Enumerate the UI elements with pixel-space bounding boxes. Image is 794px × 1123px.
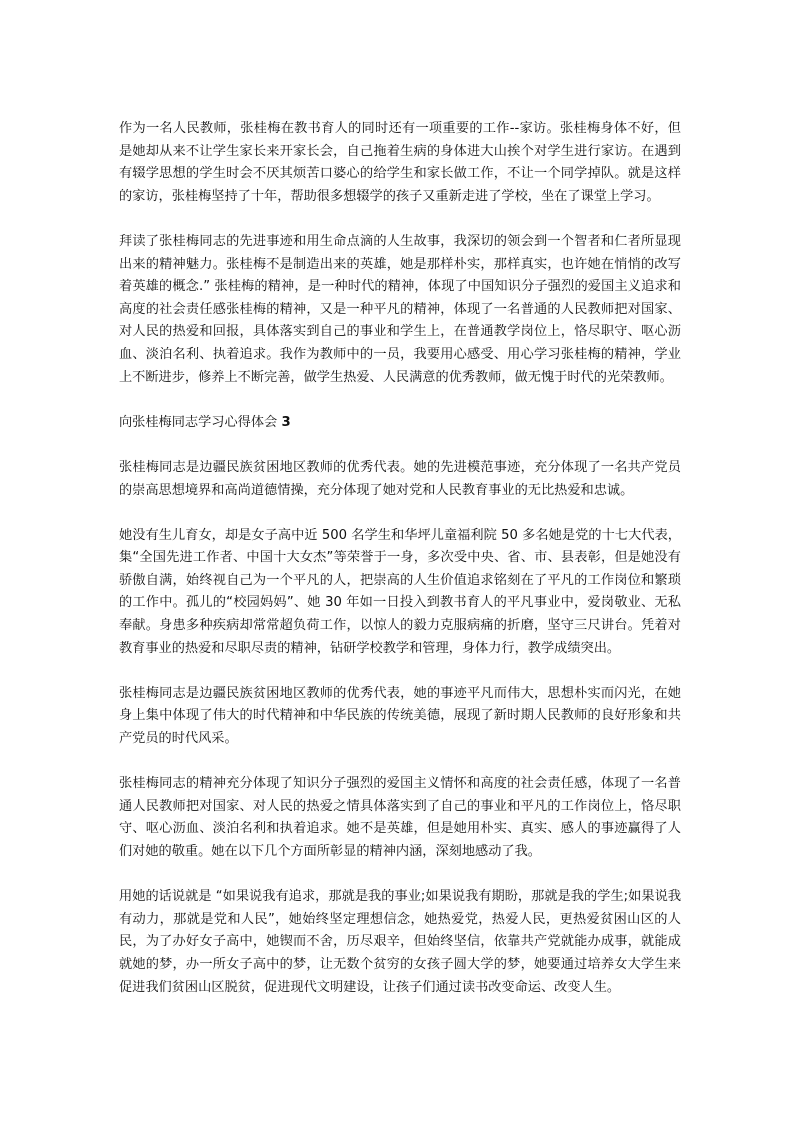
document-page — [119, 118, 681, 1022]
paragraph-representative: 张桂梅同志是边疆民族贫困地区教师的优秀代表。她的先进模范事迹，充分体现了一名共产党员的崇高思想境界和高尚道德情操，充分体现了她对党和人民教育事业的无比热爱和忠诚。 — [119, 459, 681, 498]
paragraph-ordinary-great: 张桂梅同志是边疆民族贫困地区教师的优秀代表，她的事迹平凡而伟大，思想朴实而闪光，在她身上集中体现了伟大的时代精神和中华民族的传统美德，展现了新时期人民教师的良好形象和共产党员的时代风采。 — [119, 685, 681, 747]
section-heading-number: 3 — [281, 414, 291, 430]
paragraph-spirit-reflection: 拜读了张桂梅同志的先进事迹和用生命点滴的人生故事，我深切的领会到一个智者和仁者所显现出来的精神魅力。张桂梅不是制造出来的英雄，她是那样朴实，那样真实，也许她在悄悄的改写着英雄的概念.” 张桂梅的精神，是一种时代的精神，体现了中国知识分子强烈的爱国主义追求和高度的社会责任感张桂梅的精神，又是一种平凡的精神，体现了一名普通的人民教师把对国家、对人民的热爱和回报，具体落实到自己的事业和学生上，在普通教学岗位上，恪尽职守、呕心沥血、淡泊名利、执着追求。我作为教师中的一员，我要用心感受、用心学习张桂梅的精神，学业上不断进步，修养上不断完善，做学生热爱、人民满意的优秀教师，做无愧于时代的光荣教师。 — [119, 233, 681, 385]
paragraph-quote: 用她的话说就是 “如果说我有追求，那就是我的事业;如果说我有期盼，那就是我的学生;如果说我有动力，那就是党和人民”，她始终坚定理想信念，她热爱党，热爱人民，更热爱贫困山区的人民，为了办好女子高中，她锲而不舍，历尽艰辛，但始终坚信，依靠共产党就能办成事，就能成就她的梦，办一所女子高中的梦，让无数个贫穷的女孩子圆大学的梦，她要通过培养女大学生来促进我们贫困山区脱贫，促进现代文明建设，让孩子们通过读书改变命运、改变人生。 — [119, 889, 681, 995]
section-heading — [119, 412, 681, 435]
paragraph-responsibility: 张桂梅同志的精神充分体现了知识分子强烈的爱国主义情怀和高度的社会责任感，体现了一名普通人民教师把对国家、对人民的热爱之情具体落实到了自己的事业和平凡的工作岗位上，恪尽职守、呕心沥血、淡泊名利和执着追求。她不是英雄，但是她用朴实、真实、感人的事迹赢得了人们对她的敬重。她在以下几个方面所彰显的精神内涵，深刻地感动了我。 — [119, 776, 681, 859]
paragraph-home-visits: 作为一名人民教师，张桂梅在教书育人的同时还有一项重要的工作--家访。张桂梅身体不好，但是她却从来不让学生家长来开家长会，自己拖着生病的身体进大山挨个对学生进行家访。在遇到有辍学思想的学生时会不厌其烦苦口婆心的给学生和家长做工作，不让一个同学掉队。就是这样的家访，张桂梅坚持了十年，帮助很多想辍学的孩子又重新走进了学校，坐在了课堂上学习。 — [119, 121, 681, 204]
paragraph-honors: 她没有生儿育女，却是女子高中近 500 名学生和华坪儿童福利院 50 多名她是党的十七大代表，集“全国先进工作者、中国十大女杰”等荣誉于一身，多次受中央、省、市、县表彰，但是她没有骄傲自满，始终视自己为一个平凡的人，把崇高的人生价值追求铭刻在了平凡的工作岗位和繁琐的工作中。孤儿的“校园妈妈”、她 30 年如一日投入到教书育人的平凡事业中，爱岗敬业、无私奉献。身患多种疾病却常常超负荷工作，以惊人的毅力克服病痛的折磨，坚守三尺讲台。凭着对教育事业的热爱和尽职尽责的精神，钻研学校教学和管理，身体力行，教学成绩突出。 — [119, 527, 681, 656]
section-heading-text: 向张桂梅同志学习心得体会 — [119, 414, 278, 430]
